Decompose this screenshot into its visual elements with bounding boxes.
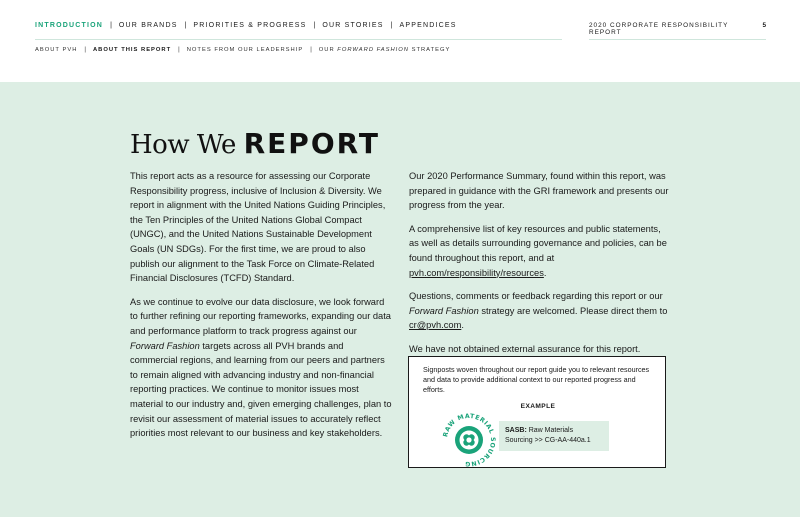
paragraph-italic: Forward Fashion (409, 305, 479, 316)
signpost-description: Signposts woven throughout our report guide you to relevant resources and data to provide additional context to our reported progress and efforts. (423, 365, 650, 395)
data-disclosure-paragraph (130, 295, 392, 441)
resources-link[interactable]: pvh.com/responsibility/resources (409, 267, 544, 278)
paragraph-text: Questions, comments or feedback regarding this report or our (409, 291, 663, 302)
sasb-tag-line1 (505, 426, 609, 436)
nav-priorities-progress[interactable]: PRIORITIES & PROGRESS (193, 22, 307, 29)
subnav-separator: | (84, 47, 86, 53)
right-column (409, 169, 671, 366)
seal-text: RAW MATERIAL SOURCING (442, 412, 497, 468)
paragraph-text: targets across all PVH brands and commercial regions, and learning from our peers and partners to remain aligned with advancing industry and non-financial reporting practices. We continue to monitor issues most material to our industry and, given emerging challenges, plan to revisit our assessment of material issues to accurately reflect priorities most relevant to our business and key stakeholders. (130, 340, 392, 439)
signpost-box (408, 356, 666, 468)
left-column (130, 169, 392, 450)
report-header (589, 22, 766, 40)
nav-our-brands[interactable]: OUR BRANDS (118, 22, 178, 29)
report-title: 2020 CORPORATE RESPONSIBILITY REPORT (589, 22, 729, 36)
subnav-strategy-prefix: OUR (318, 47, 338, 53)
subnav-strategy-italic: FORWARD FASHION (337, 47, 409, 53)
paragraph-text: strategy are welcomed. Please direct them to (478, 305, 668, 316)
paragraph-text: . (543, 267, 547, 278)
sasb-label: SASB: (505, 427, 527, 434)
intro-paragraph: This report acts as a resource for assessing our Corporate Responsibility progress, inclusive of Inclusion & Diversity. We report in alignment with the United Nations Guiding Principles, the Ten Principles of the United Nations Global Compact (UNGC), and the United Nations Sustainable Development Goals (UN SDGs). For the first time, we are proud to also publish our alignment to the Task Force on Climate-Related Financial Disclosures (TCFD) Standard. (130, 171, 386, 284)
page-number: 5 (762, 22, 766, 29)
subnav-strategy-suffix: STRATEGY (408, 47, 451, 53)
nav-appendices[interactable]: APPENDICES (399, 22, 457, 29)
assurance-paragraph: We have not obtained external assurance for this report. (409, 343, 641, 354)
nav-introduction[interactable]: INTRODUCTION (35, 22, 104, 29)
resources-paragraph (409, 222, 671, 280)
performance-summary-paragraph: Our 2020 Performance Summary, found within this report, was prepared in guidance with the GRI framework and presents our progress from the year. (409, 171, 669, 211)
sasb-tag-line2: Sourcing >> CG-AA-440a.1 (505, 437, 591, 444)
sasb-tag (499, 421, 609, 451)
nav-separator: | (313, 22, 316, 29)
subnav-about-pvh[interactable]: ABOUT PVH (35, 47, 78, 53)
page-title (130, 124, 380, 161)
sub-navigation (35, 47, 450, 53)
nav-separator: | (390, 22, 393, 29)
paragraph-text: . (461, 320, 464, 331)
page-title-serif: How We (130, 130, 244, 160)
main-section (0, 82, 800, 517)
nav-our-stories[interactable]: OUR STORIES (322, 22, 384, 29)
nav-separator: | (110, 22, 112, 29)
top-navigation (35, 22, 562, 40)
subnav-separator: | (310, 47, 312, 53)
raw-material-sourcing-seal (441, 412, 497, 468)
page-title-bold: REPORT (243, 127, 381, 160)
paragraph-text: As we continue to evolve our data disclosure, we look forward to further refining our reporting frameworks, expanding our data and performance platform to track progress against our (130, 296, 391, 336)
paragraph-text: A comprehensive list of key resources and public statements, as well as details surrounding governance and policies, can be found throughout this report, and at (409, 223, 667, 263)
nav-separator: | (184, 22, 187, 29)
paragraph-italic: Forward Fashion (130, 340, 200, 351)
example-label: EXAMPLE (520, 403, 556, 410)
subnav-about-this-report[interactable]: ABOUT THIS REPORT (92, 47, 172, 53)
subnav-forward-fashion-strategy[interactable] (319, 47, 451, 53)
sasb-topic: Raw Materials (526, 427, 574, 434)
subnav-notes-from-leadership[interactable]: NOTES FROM OUR LEADERSHIP (186, 47, 304, 53)
subnav-separator: | (178, 47, 180, 53)
feedback-paragraph (409, 289, 671, 333)
email-link[interactable]: cr@pvh.com (409, 320, 462, 331)
